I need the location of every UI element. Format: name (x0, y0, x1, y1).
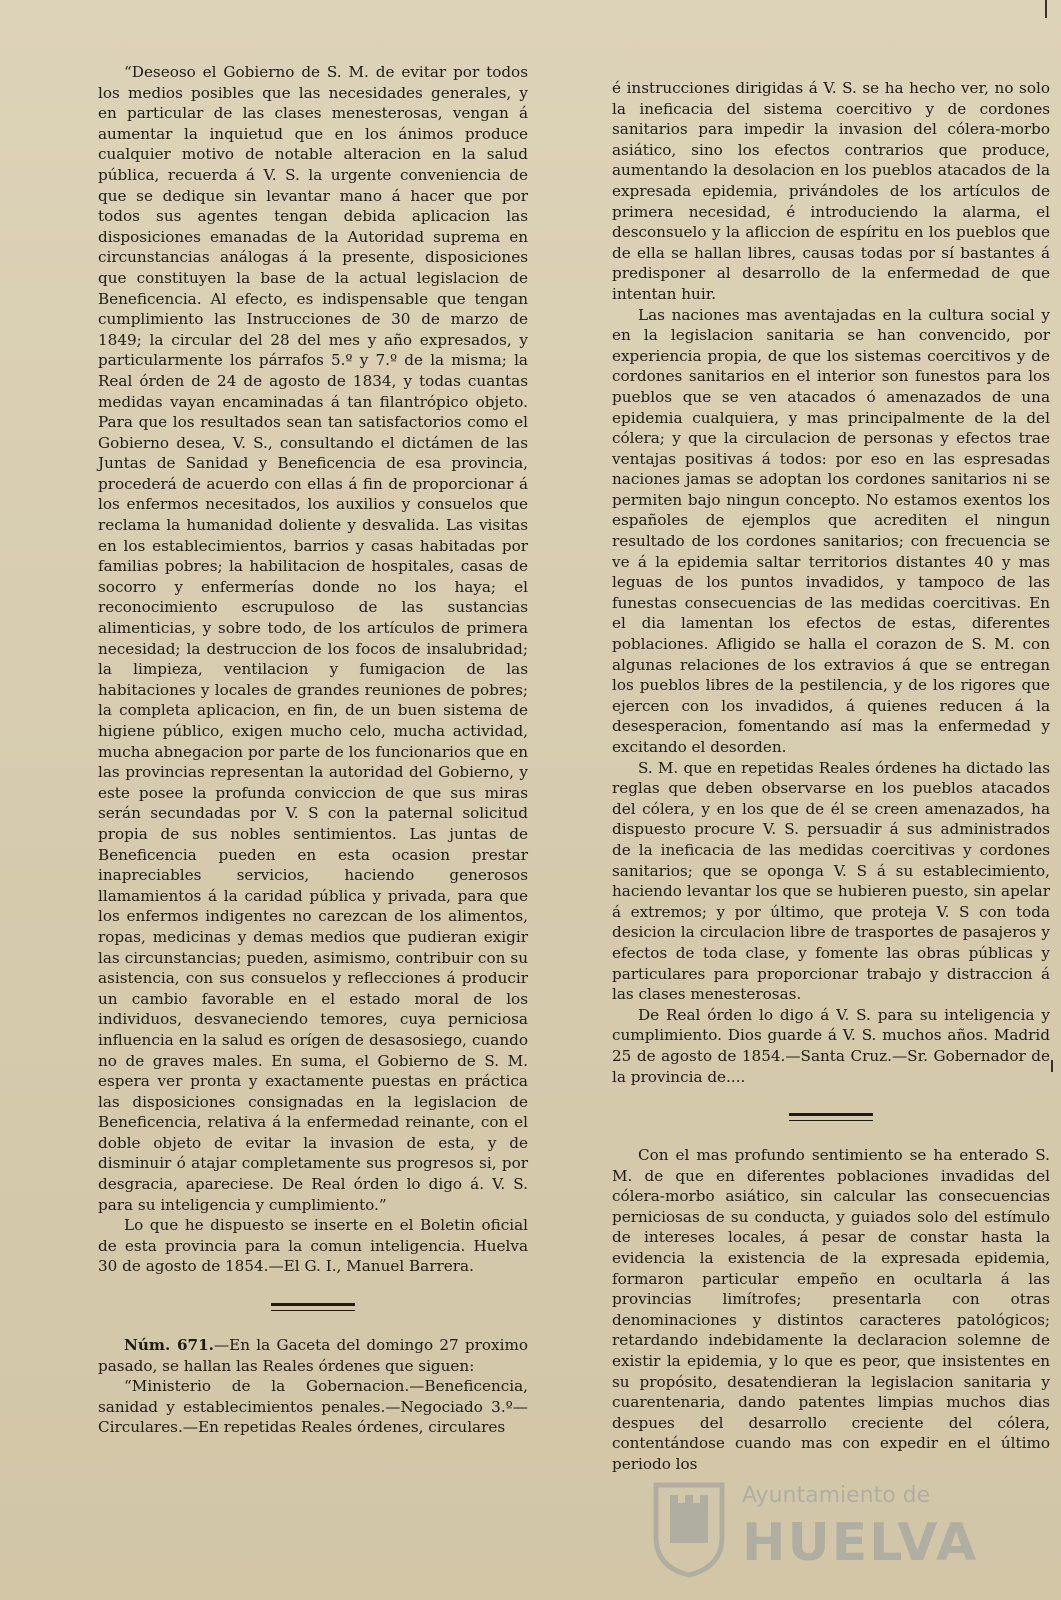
royal-order-signature-paragraph: De Real órden lo digo á V. S. para su inteligencia y cumplimiento. Dios guarde á V. S. muchos años. Madrid 25 de agosto de 1854.—Santa Cruz.—Sr. Gobernador de la provincia de.... (612, 1005, 1050, 1086)
rules-paragraph: S. M. que en repetidas Reales órdenes ha dictado las reglas que deben observarse en los pueblos atacados del cólera, y en los que de él se creen amenazados, ha dispuesto procure V. S. persuadir á sus administrados de la ineficacia de las medidas coercitivas y cordones sanitarios; que se oponga V. S á su establecimiento, haciendo levantar los que se hubieren puesto, sin apelar á extremos; y por último, que proteja V. S con toda desicion la circulacion libre de trasportes de pasajeros y efectos de toda clase, y fomente las obras públicas y particulares para proporcionar trabajo y distraccion á las clases menesterosas. (612, 758, 1050, 1004)
ministry-heading-paragraph: “Ministerio de la Gobernacion.—Beneficencia, sanidad y establecimientos penales.—Negociado 3.º—Circulares.—En repetidas Reales órdenes, circulares (98, 1377, 528, 1437)
continuation-paragraph: é instrucciones dirigidas á V. S. se ha hecho ver, no solo la ineficacia del sistema coercitivo y de cordones sanitarios para impedir la invasion del cólera-morbo asiático, sino los efectos contrarios que produce, aumentando la desolacion en los pueblos atacados de la expresada epidemia, privándoles de los artículos de primera necesidad, é introduciendo la alarma, el desconsuelo y la afliccion de espíritu en los pueblos que de ella se hallan libres, causas todas por sí bastantes á predisponer al desarrollo de la enfermedad de que intentan huir. (612, 79, 1050, 303)
watermark-caption: Ayuntamiento de (742, 1483, 931, 1508)
section-divider (789, 1113, 873, 1121)
right-column (612, 78, 1050, 1475)
left-column (98, 62, 528, 1438)
city-crest-icon (650, 1479, 728, 1579)
archive-watermark (650, 1475, 980, 1585)
circular-text-paragraph: “Deseoso el Gobierno de S. M. de evitar por todos los medios posibles que las necesidades generales, y en particular de las clases menesterosas, vengan á aumentar la inquietud que en los ánimos produce cualquier motivo de notable alteracion en la salud pública, recuerda á V. S. la urgente conveniencia de que se dedique sin levantar mano á hacer que por todos sus agentes tengan debida aplicacion las disposiciones emanadas de la Autoridad suprema en circunstancias análogas á la presente, disposiciones que constituyen la base de la actual legislacion de Beneficencia. Al efecto, es indispensable que tengan cumplimiento las Instrucciones de 30 de marzo de 1849; la circular del 28 del mes y año expresados, y particularmente los párrafos 5.º y 7.º de la misma; la Real órden de 24 de agosto de 1834, y todas cuantas medidas vayan encaminadas á tan filantrópico objeto. Para que los resultados sean tan satisfactorios como el Gobierno desea, V. S., consultando el dictámen de las Juntas de Sanidad y Beneficencia de esa provincia, procederá de acuerdo con ellas á fin de proporcionar á los enfermos necesitados, los auxilios y consuelos que reclama la humanidad doliente y desvalida. Las visitas en los establecimientos, barrios y casas habitadas por familias pobres; la habilitacion de hospitales, casas de socorro y enfermerías donde no los haya; el reconocimiento escrupuloso de las sustancias alimenticias, y sobre todo, de los artículos de primera necesidad; la destruccion de los focos de insalubridad; la limpieza, ventilacion y fumigacion de las habitaciones y locales de grandes reuniones de pobres; la completa aplicacion, en fin, de un buen sistema de higiene público, exigen mucho celo, mucha actividad, mucha abnegacion por parte de los funcionarios que en las provincias representan la autoridad del Gobierno, y este posee la profunda conviccion de que sus miras serán secundadas por V. S con la paternal solicitud propia de sus nobles sentimientos. Las juntas de Beneficencia pueden en esta ocasion prestar inapreciables servicios, haciendo generosos llamamientos á la caridad pública y privada, para que los enfermos indigentes no carezcan de los alimentos, ropas, medicinas y demas medios que pudieran exigir las circunstancias; pueden, asimismo, contribuir con su asistencia, con sus consuelos y reflecciones á producir un cambio favorable en el estado moral de los individuos, desvaneciendo temores, cuya perniciosa influencia en la salud es orígen de desasosiego, cuando no de graves males. En suma, el Gobierno de S. M. espera ver pronta y exactamente puestas en práctica las disposiciones consignadas en la legislacion de Beneficencia, relativa á la enfermedad reinante, con el doble objeto de evitar la invasion de esta, y de disminuir ó atajar completamente sus progresos si, por desgracia, apareciese. De Real órden lo digo á. V. S. para su inteligencia y cumplimiento.” (98, 63, 528, 1214)
announcement-text: —En la Gaceta del domingo 27 proximo pasado, se hallan las Reales órdenes que siguen: (98, 1336, 529, 1375)
section-divider (271, 1303, 355, 1311)
margin-mark (1051, 1060, 1053, 1072)
second-order-paragraph: Con el mas profundo sentimiento se ha enterado S. M. de que en diferentes poblaciones invadidas del cólera-morbo asiático, sin calcular las consecuencias perniciosas de su conducta, y guiados solo del estímulo de intereses locales, á pesar de constar hasta la evidencia la existencia de la expresada epidemia, formaron particular empeño en ocultarla á las provincias limítrofes; presentarla con otras denominaciones y distintos caracteres patológicos; retardando indebidamente la declaracion solemne de existir la epidemia, y lo que es peor, que insistentes en su propósito, desatendieran la legislacion sanitaria y cuarentenaria, dando patentes limpias muchos dias despues del desarrollo creciente del cólera, contentándose cuando mas con expedir en el último periodo los (612, 1146, 1050, 1473)
announcement-paragraph (98, 1335, 528, 1376)
insertion-notice-paragraph: Lo que he dispuesto se inserte en el Boletin oficial de esta provincia para la comun inteligencia. Huelva 30 de agosto de 1854.—El G. I., Manuel Barrera. (98, 1216, 528, 1276)
entry-number: Núm. 671. (124, 1336, 214, 1355)
margin-mark (1045, 0, 1047, 18)
nations-paragraph: Las naciones mas aventajadas en la cultura social y en la legislacion sanitaria se han convencido, por experiencia propia, de que los sistemas coercitivos y de cordones sanitarios en el interior son funestos para los pueblos que se ven atacados ó amenazados de una epidemia cualquiera, y mas principalmente de la del cólera; y que la circulacion de personas y efectos trae ventajas positivas á todos: por eso en las espresadas naciones jamas se adoptan los cordones sanitarios ni se permiten bajo ningun concepto. No estamos exentos los españoles de ejemplos que acrediten el ningun resultado de los cordones sanitarios; con frecuencia se ve á la epidemia saltar territorios distantes 40 y mas leguas de los puntos invadidos, y tampoco de las funestas consecuencias de las medidas coercitivas. En el dia lamentan los efectos de estas, diferentes poblaciones. Afligido se halla el corazon de S. M. con algunas relaciones de los extravios á que se entregan los pueblos libres de la pestilencia, y de los rigores que ejercen con los invadidos, á quienes reducen á la desesperacion, fomentando así mas la enfermedad y excitando el desorden. (612, 305, 1050, 756)
watermark-title: HUELVA (742, 1513, 979, 1573)
